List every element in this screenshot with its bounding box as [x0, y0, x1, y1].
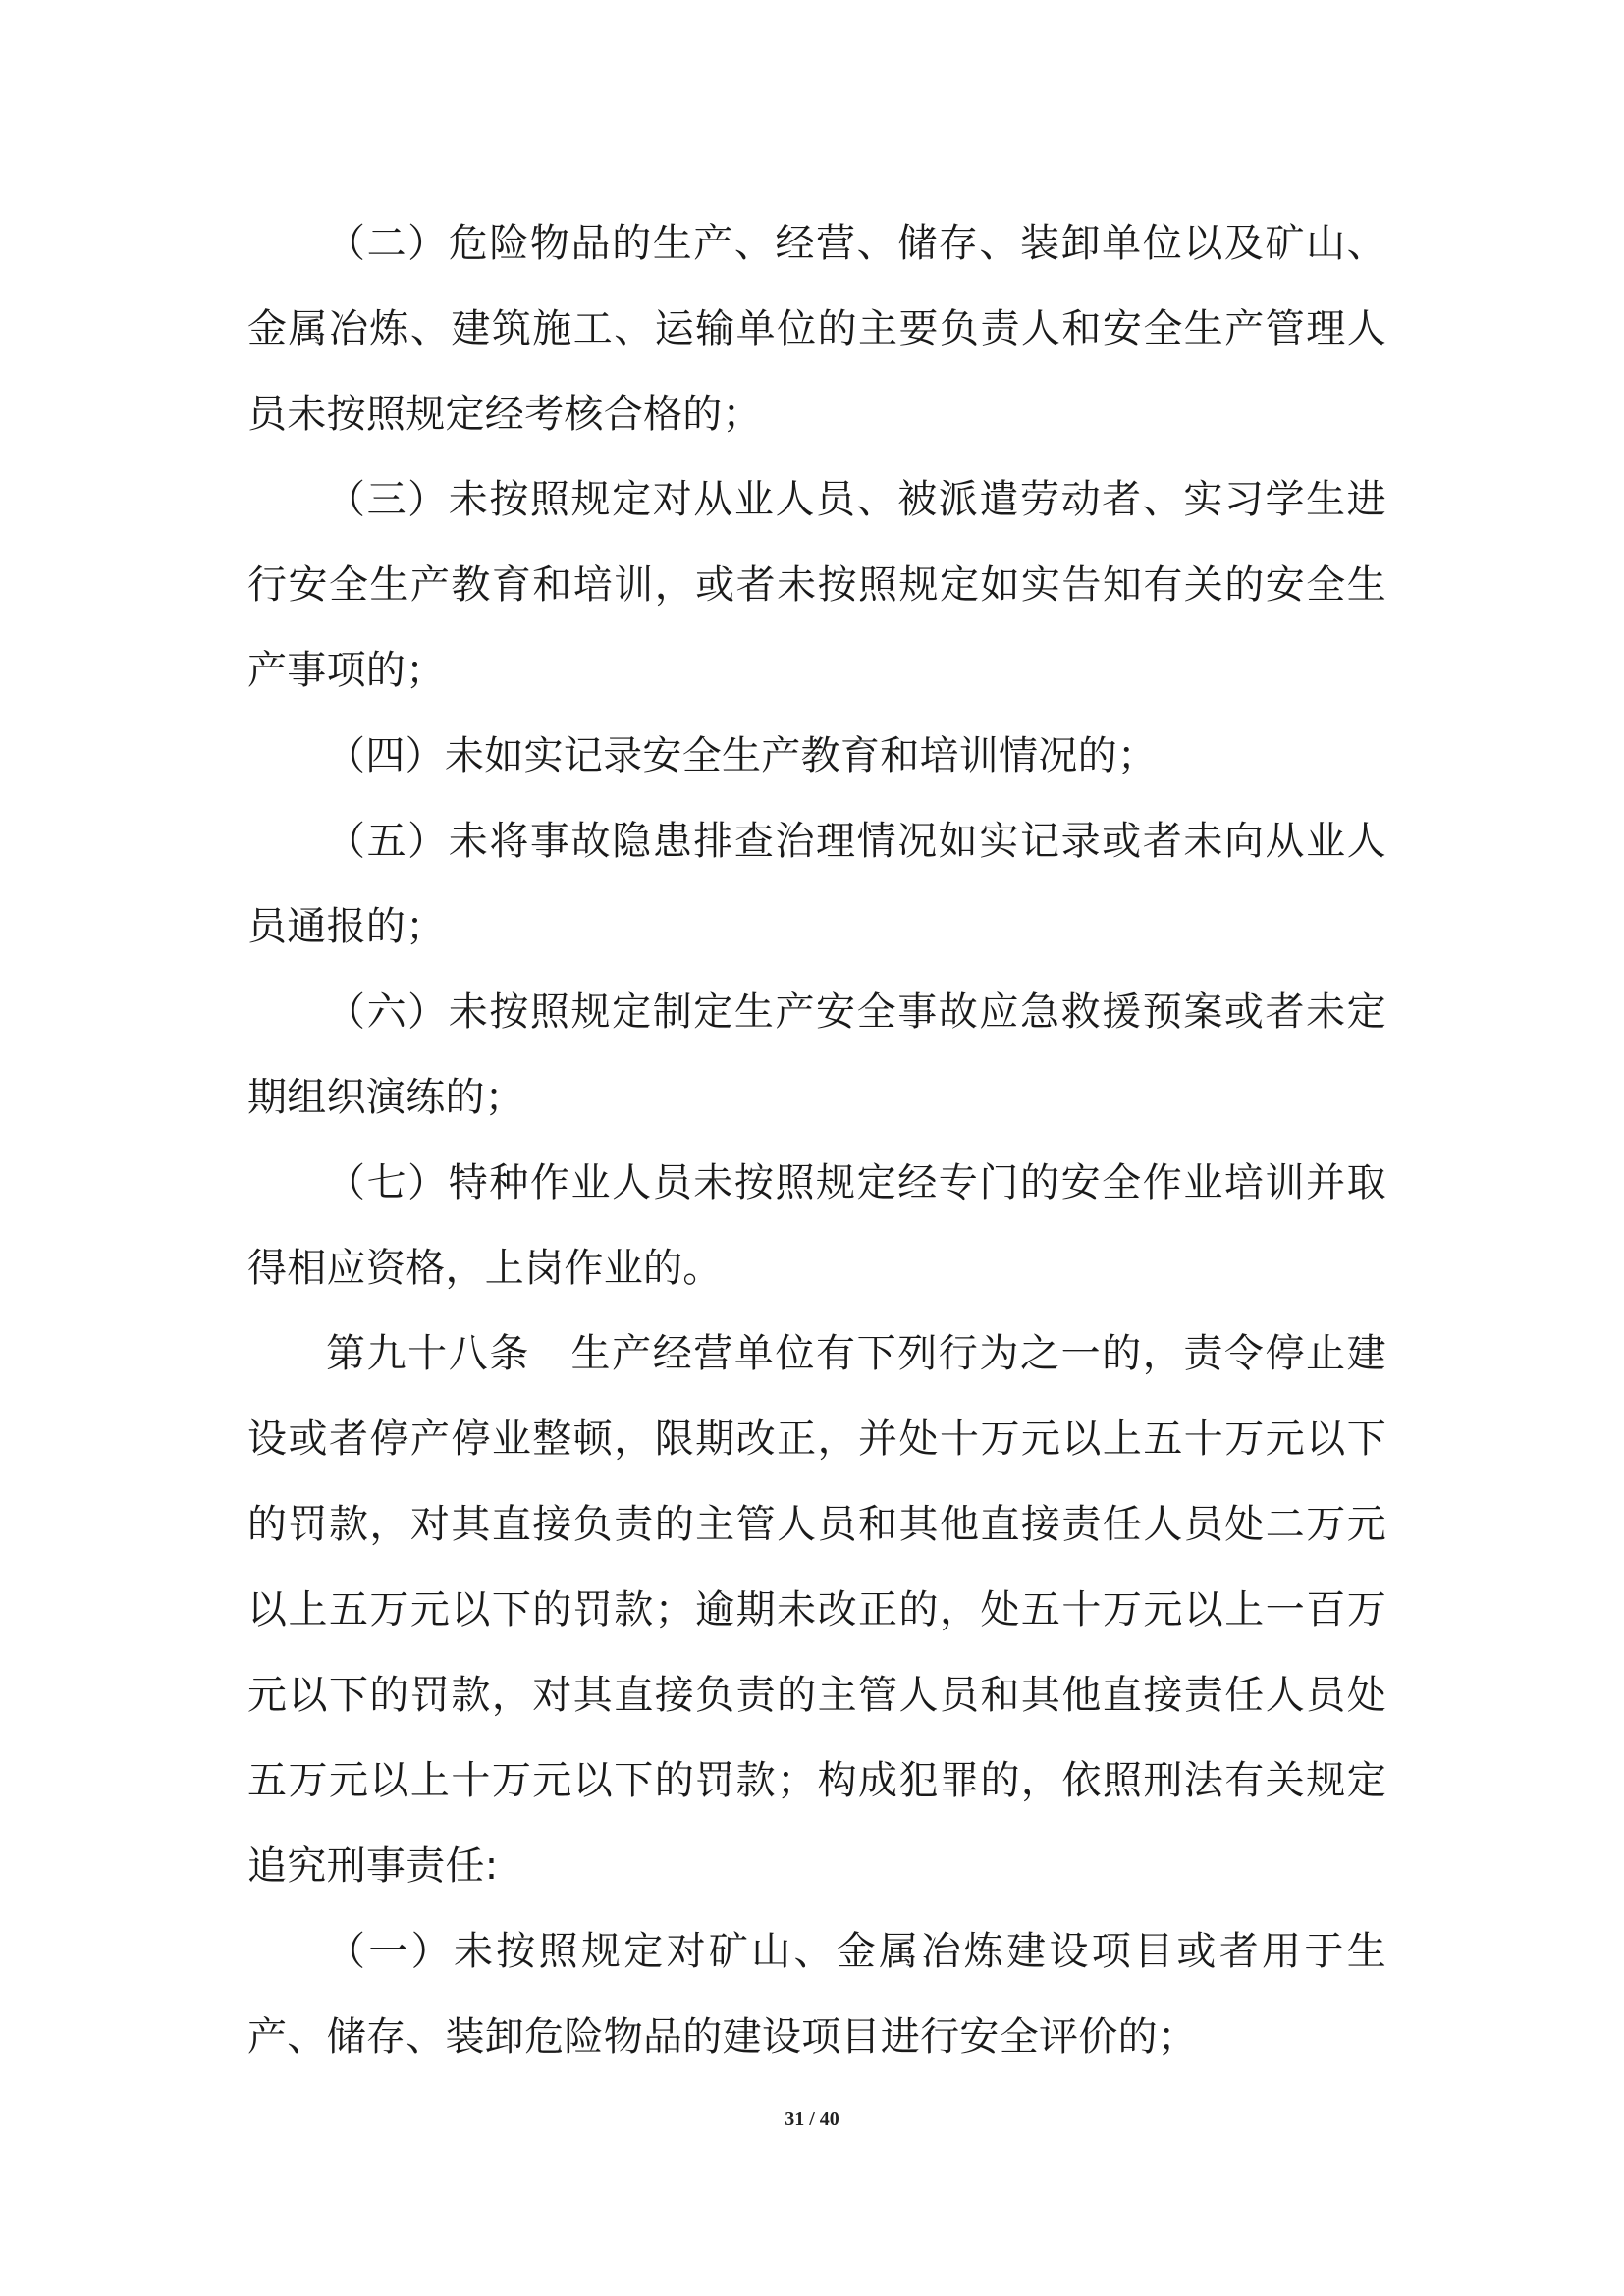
paragraph-item-2: （二）危险物品的生产、经营、储存、装卸单位以及矿山、金属冶炼、建筑施工、运输单位的主要负责人和安全生产管理人员未按照规定经考核合格的； — [247, 221, 1386, 437]
document-body — [247, 201, 1386, 2080]
paragraph-item-5: （五）未将事故隐患排查治理情况如实记录或者未向从业人员通报的； — [247, 819, 1386, 949]
paragraph-item-7: （七）特种作业人员未按照规定经专门的安全作业培训并取得相应资格，上岗作业的。 — [247, 1160, 1386, 1291]
page-number: 31 / 40 — [785, 2109, 839, 2130]
paragraph-item-3: （三）未按照规定对从业人员、被派遣劳动者、实习学生进行安全生产教育和培训，或者未按照规定如实告知有关的安全生产事项的； — [247, 477, 1386, 693]
article-98-item-1: （一）未按照规定对矿山、金属冶炼建设项目或者用于生产、储存、装卸危险物品的建设项目进行安全评价的； — [247, 1929, 1386, 2059]
article-98-paragraph: 第九十八条 生产经营单位有下列行为之一的，责令停止建设或者停产停业整顿，限期改正，并处十万元以上五十万元以下的罚款，对其直接负责的主管人员和其他直接责任人员处二万元以上五万元以下的罚款；逾期未改正的，处五十万元以上一百万元以下的罚款，对其直接负责的主管人员和其他直接责任人员处五万元以上十万元以下的罚款；构成犯罪的，依照刑法有关规定追究刑事责任: — [247, 1331, 1386, 1889]
paragraph-item-6: （六）未按照规定制定生产安全事故应急救援预案或者未定期组织演练的； — [247, 989, 1386, 1120]
paragraph-item-4: （四）未如实记录安全生产教育和培训情况的； — [326, 733, 1158, 778]
